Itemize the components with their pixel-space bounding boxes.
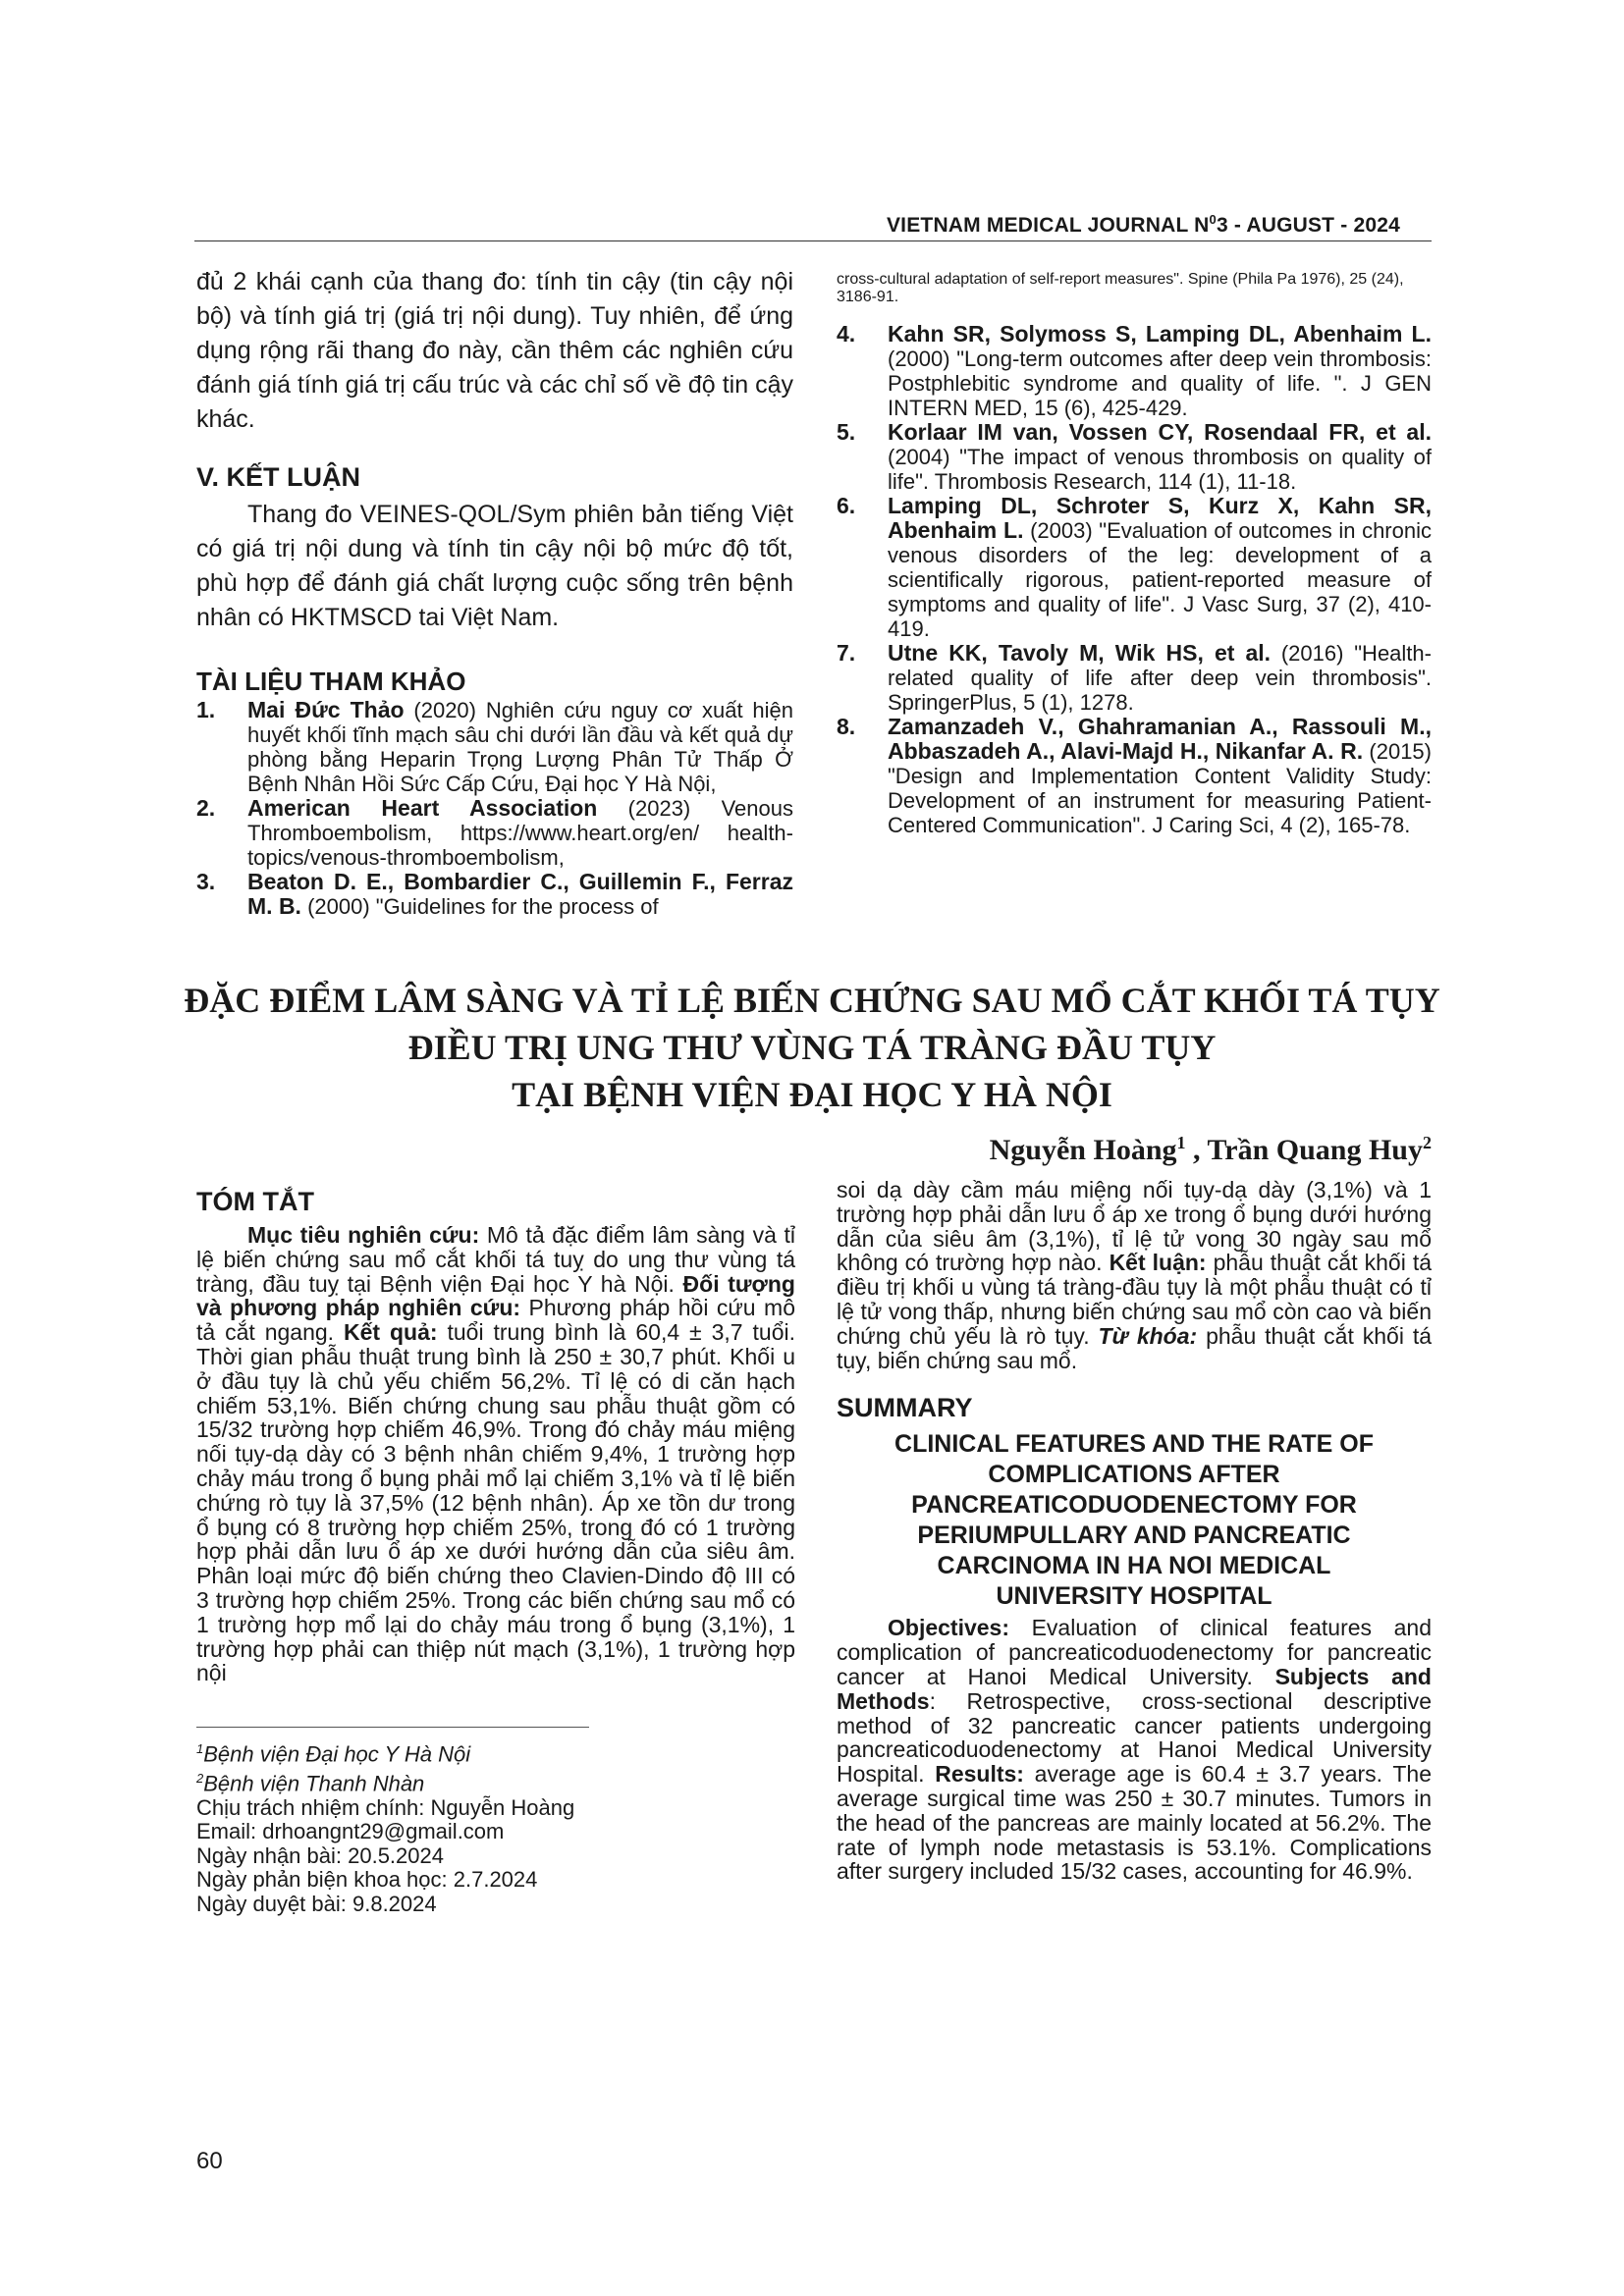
- affiliation-text: Bệnh viện Thanh Nhàn: [203, 1771, 425, 1796]
- reference-item: [837, 641, 1432, 715]
- references-heading: TÀI LIỆU THAM KHẢO: [196, 667, 466, 696]
- author-name: Nguyễn Hoàng: [989, 1134, 1177, 1166]
- keywords-label: Từ khóa:: [1098, 1322, 1198, 1349]
- corresponding-author: Chịu trách nhiệm chính: Nguyễn Hoàng: [196, 1794, 575, 1820]
- header-rule: [194, 240, 1432, 241]
- reference-item: [196, 870, 793, 919]
- accepted-date: Ngày duyệt bài: 9.8.2024: [196, 1891, 437, 1916]
- reference-item: [837, 322, 1432, 420]
- reference-continuation: cross-cultural adaptation of self-report measures". Spine (Phila Pa 1976), 25 (24), 3186-91.: [837, 271, 1404, 305]
- results-label: Kết quả:: [344, 1319, 438, 1346]
- objectives-label: Objectives:: [888, 1615, 1009, 1641]
- running-header: [194, 212, 1400, 238]
- reference-authors: Lamping DL, Schroter S, Kurz X, Kahn SR, Abenhaim L.: [888, 493, 1432, 543]
- journal-name: VIETNAM MEDICAL JOURNAL N: [886, 214, 1210, 237]
- author-affiliation-sup: 2: [1423, 1133, 1432, 1152]
- vn-abstract-continuation: [837, 1178, 1432, 1372]
- abstract-continued-text: soi dạ dày cầm máu miệng nối tụy-dạ dày (3,1%) và 1 trường hợp phải dẫn lưu ổ áp xe trong ổ bụng dưới hướng dẫn của siêu âm (3,1%), tỉ lệ tử vong 30 ngày sau mổ không có trường hợp nào.: [837, 1177, 1432, 1276]
- journal-issue-sup: 0: [1209, 212, 1217, 227]
- reference-item: [196, 698, 793, 796]
- methods-label: Subjects and Methods: [837, 1663, 1432, 1714]
- objectives-text: Evaluation of clinical features and complication of pancreaticoduodenectomy for pancreatic cancer at Hanoi Medical University.: [837, 1615, 1432, 1689]
- results-text: tuổi trung bình là 60,4 ± 3,7 tuổi. Thời gian phẫu thuật trung bình là 250 ± 30,7 phút. Khối u ở đầu tụy là chủ yếu chiếm 56,2%. Tỉ lệ có di căn hạch chiếm 53,1%. Biến chứng chung sau phẫu thuật gồm có 15/32 trường hợp chiếm 46,9%. Trong đó chảy máu miệng nối tụy-dạ dày có 3 bệnh nhân chiếm 9,4%, 1 trường hợp chảy máu trong ổ bụng phải mổ lại chiếm 3,1% và tỉ lệ biến chứng rò tụy là 37,5% (12 bệnh nhân). Áp xe tồn dư trong ổ bụng có 8 trường hợp chiếm 25%, trong đó có 1 trường hợp phải dẫn lưu ổ áp xe dưới hướng dẫn của siêu âm. Phân loại mức độ biến chứng theo Clavien-Dindo độ III có 3 trường hợp chiếm 25%. Trong các biến chứng sau mổ có 1 trường hợp mổ lại do chảy máu trong ổ bụng (3,1%), 1 trường hợp phải can thiệp nút mạch (3,1%), 1 trường hợp nội: [196, 1319, 795, 1686]
- affiliation-text: Bệnh viện Đại học Y Hà Nội: [203, 1741, 471, 1767]
- reference-item: [837, 494, 1432, 641]
- author-name: Trần Quang Huy: [1207, 1134, 1423, 1166]
- vn-abstract-heading: TÓM TẮT: [196, 1187, 314, 1216]
- en-summary-heading: SUMMARY: [837, 1393, 973, 1423]
- received-date: Ngày nhận bài: 20.5.2024: [196, 1842, 444, 1868]
- article-title-line: ĐẶC ĐIỂM LÂM SÀNG VÀ TỈ LỆ BIẾN CHỨNG SAU MỔ CẮT KHỐI TÁ TỤY: [184, 981, 1440, 1020]
- vn-abstract-paragraph: [196, 1223, 795, 1685]
- objective-label: Mục tiêu nghiên cứu:: [247, 1222, 480, 1248]
- en-summary-paragraph: [837, 1616, 1432, 1884]
- methods-text: : Retrospective, cross-sectional descriptive method of 32 pancreatic cancer patients undergoing pancreaticoduodenectomy at Hanoi Medical University Hospital.: [837, 1687, 1432, 1788]
- en-title-line: CLINICAL FEATURES AND THE RATE OF: [894, 1430, 1374, 1459]
- journal-issue-date: 3 - AUGUST - 2024: [1216, 214, 1400, 237]
- affiliation-footnote: [196, 1767, 795, 1796]
- article-title-line: ĐIỀU TRỊ UNG THƯ VÙNG TÁ TRÀNG ĐẦU TỤY: [407, 1028, 1217, 1067]
- reference-authors: Zamanzadeh V., Ghahramanian A., Rassouli M., Abbaszadeh A., Alavi-Majd H., Nikanfar A. R.: [888, 714, 1432, 764]
- conclusion-label: Kết luận:: [1109, 1250, 1207, 1276]
- reference-text: (2016) "Health-related quality of life after deep vein thrombosis". SpringerPlus, 5 (1), 1278.: [888, 641, 1432, 715]
- affiliation-footnote: [196, 1737, 795, 1767]
- en-title-line: PERIUMPULLARY AND PANCREATIC: [917, 1522, 1351, 1550]
- reference-number: 7.: [837, 640, 856, 666]
- reference-text: (2020) Nghiên cứu nguy cơ xuất hiện huyết khối tĩnh mạch sâu chi dưới lần đầu và kết quả dự phòng bằng Heparin Trọng Lượng Phân Tử Thấp Ở Bệnh Nhân Hồi Sức Cấp Cứu, Đại học Y Hà Nội,: [247, 698, 793, 796]
- reference-authors: Mai Đức Thảo: [247, 697, 405, 722]
- reference-item: [196, 796, 793, 870]
- article-title-line: TẠI BỆNH VIỆN ĐẠI HỌC Y HÀ NỘI: [512, 1075, 1112, 1114]
- reference-authors: Beaton D. E., Bombardier C., Guillemin F., Ferraz M. B.: [247, 869, 793, 919]
- methods-text: Phương pháp hồi cứu mô tả cắt ngang.: [196, 1295, 795, 1346]
- affiliation-sup: 1: [196, 1741, 204, 1757]
- author-line: [785, 1133, 1432, 1167]
- reference-number: 3.: [196, 869, 216, 894]
- reference-number: 5.: [837, 419, 856, 445]
- reference-item: [837, 420, 1432, 494]
- results-label: Results:: [935, 1761, 1024, 1788]
- objective-text: Mô tả đặc điểm lâm sàng và tỉ lệ biến chứng sau mổ cắt khối tá tuỵ do ung thư vùng tá tràng, đầu tuỵ tại Bệnh viện Đại học Y hà Nội.: [196, 1222, 795, 1297]
- reference-authors: American Heart Association: [247, 795, 598, 821]
- reference-authors: Kahn SR, Solymoss S, Lamping DL, Abenhaim L.: [888, 321, 1432, 347]
- reference-number: 2.: [196, 795, 216, 821]
- author-email: Email: drhoangnt29@gmail.com: [196, 1819, 505, 1844]
- conclusion-paragraph: Thang đo VEINES-QOL/Sym phiên bản tiếng Việt có giá trị nội dung và tính tin cậy nội bộ mức độ tốt, phù hợp để đánh giá chất lượng cuộc sống trên bệnh nhân có HKTMSCD tai Việt Nam.: [196, 501, 793, 631]
- reference-text: (2000) "Long-term outcomes after deep vein thrombosis: Postphlebitic syndrome and quality of life. ". J GEN INTERN MED, 15 (6), 425-429.: [888, 347, 1432, 420]
- reference-number: 1.: [196, 697, 216, 722]
- en-summary-title: [837, 1429, 1432, 1612]
- en-title-line: COMPLICATIONS AFTER: [988, 1461, 1280, 1489]
- reference-text: (2015) "Design and Implementation Content Validity Study: Development of an instrument for measuring Patient-Centered Communication". J Caring Sci, 4 (2), 165-78.: [888, 739, 1432, 837]
- reference-number: 4.: [837, 321, 856, 347]
- author-separator: ,: [1185, 1134, 1208, 1166]
- reference-item: [837, 715, 1432, 837]
- author-affiliation-sup: 1: [1176, 1133, 1186, 1152]
- reference-text: (2003) "Evaluation of outcomes in chronic venous disorders of the leg: development of a scientifically rigorous, patient-reported measure of symptoms and quality of life". J Vasc Surg, 37 (2), 410-419.: [888, 518, 1432, 641]
- footnote-rule: [196, 1727, 589, 1728]
- prev-article-left-column: [196, 265, 793, 919]
- reference-text: (2000) "Guidelines for the process of: [300, 894, 659, 919]
- reviewed-date: Ngày phản biện khoa học: 2.7.2024: [196, 1867, 538, 1893]
- results-text: average age is 60.4 ± 3.7 years. The average surgical time was 250 ± 30.7 minutes. Tumors in the head of the pancreas are mainly located at 56.2%. The rate of lymph node metastasis is 53.1%. Complications after surgery included 15/32 cases, accounting for 46.9%.: [837, 1761, 1432, 1885]
- conclusion-text: phẫu thuật cắt khối tá điều trị khối u vùng tá tràng-đầu tụy là một phẫu thuật có tỉ lệ tử vong thấp, nhưng biến chứng sau mổ còn cao và biến chứng chủ yếu là rò tụy.: [837, 1250, 1433, 1349]
- conclusion-heading: V. KẾT LUẬN: [196, 462, 361, 492]
- abstract-left-column: [196, 1186, 795, 1916]
- keywords-text: phẫu thuật cắt khối tá tụy, biến chứng sau mổ.: [837, 1322, 1433, 1373]
- reference-number: 6.: [837, 493, 856, 518]
- affiliation-sup: 2: [196, 1770, 204, 1786]
- reference-authors: Korlaar IM van, Vossen CY, Rosendaal FR, et al.: [888, 419, 1432, 445]
- reference-text: (2004) "The impact of venous thrombosis on quality of life". Thrombosis Research, 114 (1), 11-18.: [888, 445, 1432, 494]
- en-title-line: PANCREATICODUODENECTOMY FOR: [911, 1491, 1357, 1520]
- abstract-right-column: [837, 1178, 1432, 1884]
- reference-list-right: [837, 322, 1432, 837]
- article-title: [157, 977, 1467, 1118]
- reference-list-left: [196, 698, 793, 919]
- discussion-tail-paragraph: đủ 2 khái cạnh của thang đo: tính tin cậy (tin cậy nội bộ) và tính giá trị (giá trị nội dung). Tuy nhiên, để ứng dụng rộng rãi thang đo này, cần thêm các nghiên cứu đánh giá tính giá trị cấu trúc và các chỉ số về độ tin cậy khác.: [196, 268, 793, 433]
- en-title-line: UNIVERSITY HOSPITAL: [996, 1582, 1272, 1611]
- reference-number: 8.: [837, 714, 856, 739]
- reference-authors: Utne KK, Tavoly M, Wik HS, et al.: [888, 640, 1272, 666]
- page-number: 60: [196, 2148, 223, 2174]
- methods-label: Đối tượng và phương pháp nghiên cứu:: [196, 1270, 795, 1321]
- prev-article-right-column: [837, 255, 1432, 837]
- reference-text: (2023) Venous Thromboembolism, https://www.heart.org/en/ health-topics/venous-thromboembolism,: [247, 796, 793, 870]
- en-title-line: CARCINOMA IN HA NOI MEDICAL: [937, 1552, 1331, 1580]
